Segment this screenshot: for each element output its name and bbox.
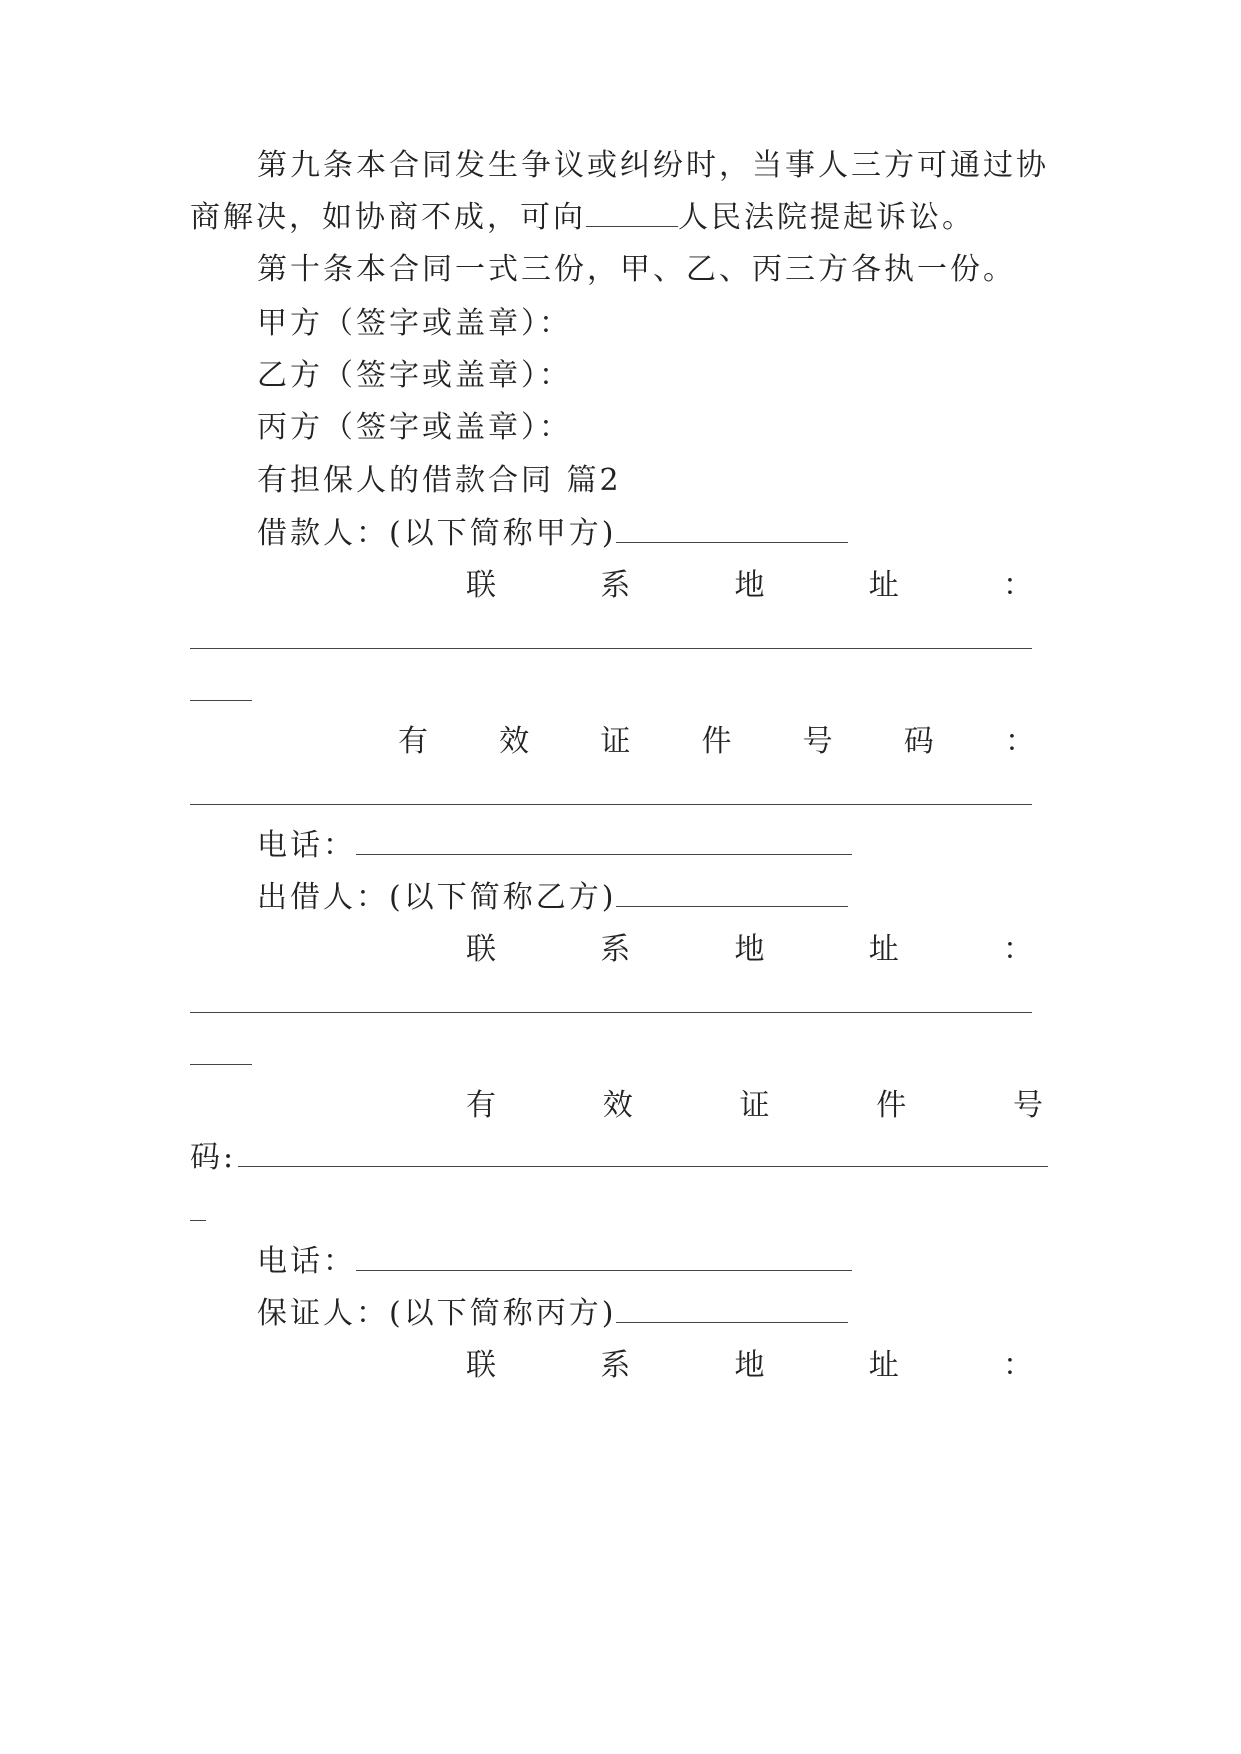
borrower-line bbox=[257, 514, 848, 554]
borrower-phone-blank[interactable] bbox=[356, 828, 852, 855]
lender-address-char-3: 地 bbox=[734, 932, 768, 967]
guarantor-address-char-2: 系 bbox=[600, 1348, 634, 1383]
party-a-signature: 甲方（签字或盖章）： bbox=[257, 306, 572, 341]
lender-address-char-5: ： bbox=[1003, 932, 1036, 967]
borrower-phone-label: 电话： bbox=[257, 828, 356, 863]
borrower-id-char-4: 件 bbox=[701, 724, 735, 759]
lender-phone-blank[interactable] bbox=[356, 1244, 852, 1271]
guarantor-line bbox=[257, 1294, 848, 1334]
lender-line bbox=[257, 878, 848, 918]
lender-phone-line bbox=[257, 1242, 852, 1282]
borrower-id-char-5: 号 bbox=[802, 724, 836, 759]
lender-id-label bbox=[466, 1086, 1046, 1126]
borrower-id-blank[interactable] bbox=[190, 804, 1032, 805]
borrower-address-blank[interactable] bbox=[190, 648, 1032, 649]
guarantor-address-char-5: ： bbox=[1003, 1348, 1036, 1383]
article-10: 第十条本合同一式三份，甲、乙、丙三方各执一份。 bbox=[257, 252, 1016, 287]
article-9-text-a: 商解决，如协商不成，可向 bbox=[190, 200, 586, 235]
lender-address-label bbox=[466, 930, 1036, 970]
borrower-blank[interactable] bbox=[616, 516, 848, 543]
lender-label: 出借人：(以下简称乙方) bbox=[257, 880, 617, 915]
borrower-id-char-3: 证 bbox=[600, 724, 634, 759]
borrower-id-char-7: ： bbox=[1004, 724, 1038, 759]
lender-id-char-4: 件 bbox=[876, 1088, 910, 1123]
guarantor-label: 保证人：(以下简称丙方) bbox=[257, 1296, 617, 1331]
borrower-address-char-2: 系 bbox=[600, 568, 634, 603]
guarantor-address-label bbox=[466, 1346, 1036, 1386]
borrower-address-char-3: 地 bbox=[734, 568, 768, 603]
lender-id-blank-cont[interactable] bbox=[190, 1220, 206, 1221]
borrower-label: 借款人：(以下简称甲方) bbox=[257, 516, 617, 551]
lender-id-char-5: 号 bbox=[1013, 1088, 1046, 1123]
borrower-id-char-6: 码 bbox=[903, 724, 937, 759]
article-9-text-b: 人民法院提起诉讼。 bbox=[678, 200, 975, 235]
lender-blank[interactable] bbox=[616, 880, 848, 907]
lender-address-char-1: 联 bbox=[466, 932, 499, 967]
article-9-line-1: 第九条本合同发生争议或纠纷时，当事人三方可通过协 bbox=[257, 148, 1049, 183]
borrower-address-char-4: 址 bbox=[868, 568, 902, 603]
guarantor-address-char-3: 地 bbox=[734, 1348, 768, 1383]
lender-id-char-1: 有 bbox=[466, 1088, 499, 1123]
borrower-id-label bbox=[398, 722, 1038, 762]
lender-id-char-3: 证 bbox=[739, 1088, 773, 1123]
contract-title: 有担保人的借款合同 篇2 bbox=[257, 463, 622, 498]
borrower-address-char-5: ： bbox=[1003, 568, 1036, 603]
lender-id-blank[interactable] bbox=[238, 1166, 1048, 1167]
lender-id-code-line bbox=[190, 1138, 236, 1178]
borrower-address-blank-cont[interactable] bbox=[190, 700, 252, 701]
lender-id-char-2: 效 bbox=[602, 1088, 636, 1123]
lender-id-code-label: 码: bbox=[190, 1140, 237, 1175]
guarantor-address-char-4: 址 bbox=[868, 1348, 902, 1383]
court-name-blank[interactable] bbox=[586, 200, 678, 227]
borrower-id-char-2: 效 bbox=[499, 724, 533, 759]
borrower-id-char-1: 有 bbox=[398, 724, 431, 759]
lender-address-char-4: 址 bbox=[868, 932, 902, 967]
borrower-address-label bbox=[466, 566, 1036, 606]
guarantor-blank[interactable] bbox=[616, 1296, 848, 1323]
borrower-phone-line bbox=[257, 826, 852, 866]
party-c-signature: 丙方（签字或盖章）： bbox=[257, 410, 572, 445]
article-9-line-2 bbox=[190, 198, 975, 238]
party-b-signature: 乙方（签字或盖章）： bbox=[257, 358, 572, 393]
lender-address-char-2: 系 bbox=[600, 932, 634, 967]
borrower-address-char-1: 联 bbox=[466, 568, 499, 603]
lender-address-blank-cont[interactable] bbox=[190, 1064, 252, 1065]
lender-phone-label: 电话： bbox=[257, 1244, 356, 1279]
guarantor-address-char-1: 联 bbox=[466, 1348, 499, 1383]
lender-address-blank[interactable] bbox=[190, 1012, 1032, 1013]
